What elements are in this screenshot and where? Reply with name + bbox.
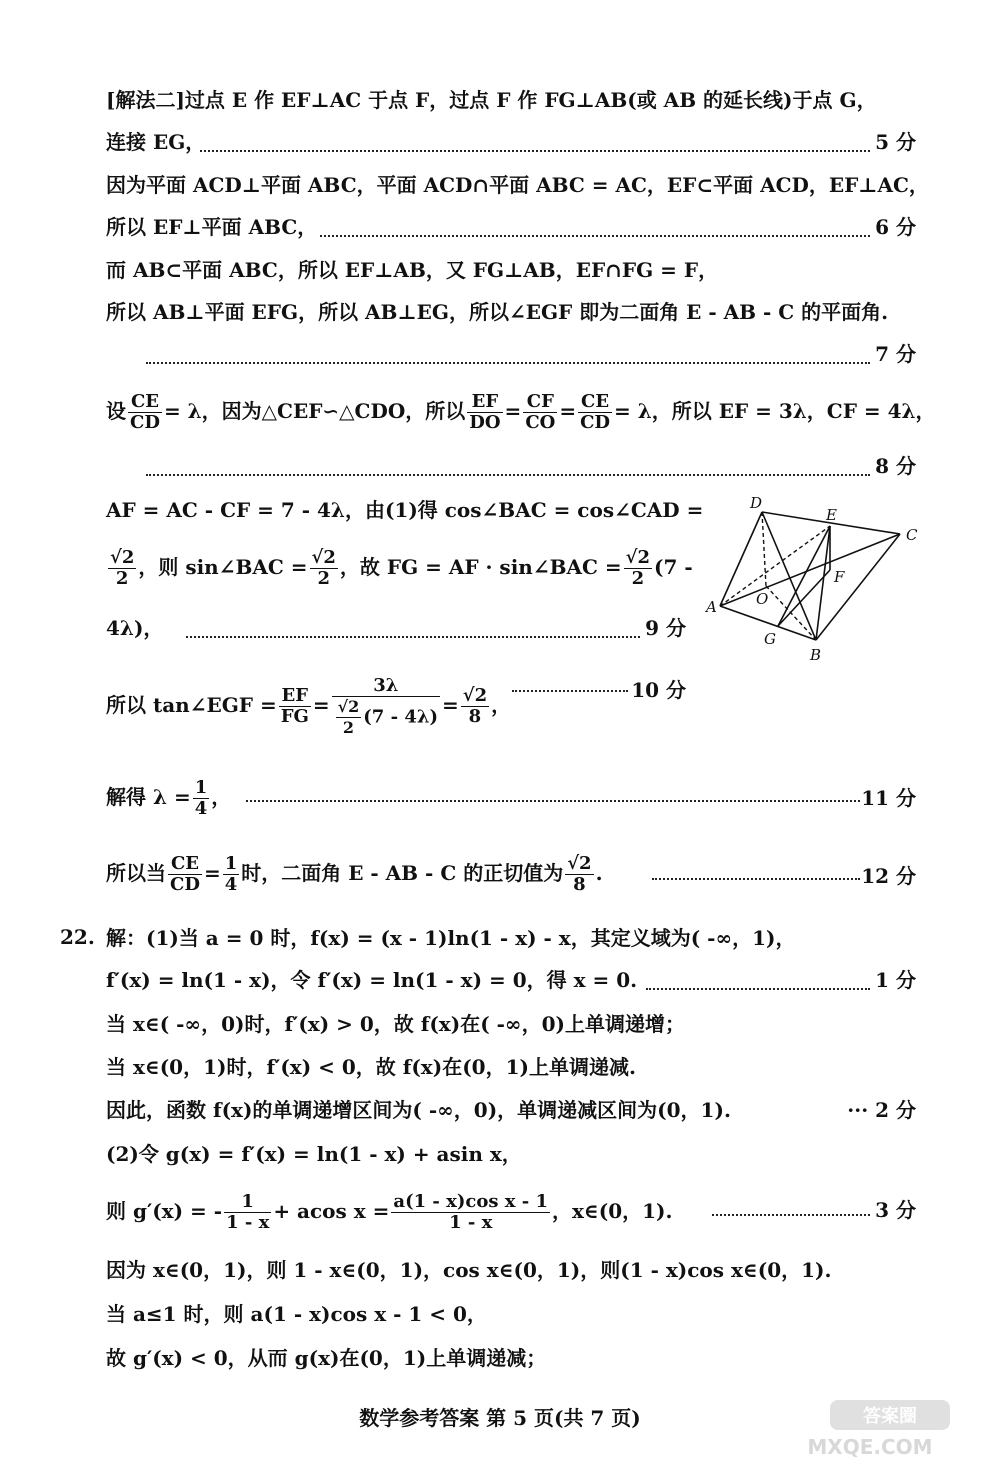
denominator: 2 <box>115 568 129 589</box>
text: 设 <box>106 399 126 423</box>
formula-line <box>106 1184 918 1238</box>
score-label: 1 分 <box>875 968 916 992</box>
point-label: F <box>834 568 845 586</box>
text: ，x∈(0，1). <box>552 1199 673 1223</box>
edge-DB <box>762 512 816 640</box>
solution-line: 因为 x∈(0，1)，则 1 - x∈(0，1)，cos x∈(0，1)，则(1 - x)cos x∈(0，1). <box>106 1258 832 1282</box>
denominator: CD <box>580 412 611 433</box>
text: . <box>595 861 603 885</box>
point-label: C <box>906 526 918 544</box>
score-label: 5 分 <box>875 130 916 154</box>
numerator: CE <box>168 854 202 875</box>
watermark-text: MXQE.COM <box>807 1435 933 1459</box>
question-number: 22. <box>60 925 95 949</box>
text: = λ，所以 EF = 3λ，CF = 4λ， <box>614 399 936 423</box>
numerator: 3λ <box>332 676 440 697</box>
score-label: 12 分 <box>861 864 916 888</box>
denominator: 8 <box>468 706 482 727</box>
numerator: CE <box>578 392 612 413</box>
numerator: CE <box>128 392 162 413</box>
text: (7 - 4λ) <box>363 706 438 727</box>
score-label: 9 分 <box>645 616 686 640</box>
fraction <box>310 548 338 589</box>
fraction <box>128 392 162 433</box>
formula-line <box>106 544 693 590</box>
formula-line: 所以 tan∠EGF = $\frac{EF}{FG}$ = 3λ $\frac{√2}{2}$ (7 - 4λ) = $\frac{√2}{8}$ ， <box>106 674 512 737</box>
solution-line: 所以 AB⊥平面 EFG，所以 AB⊥EG，所以∠EGF 即为二面角 E - AB - C 的平面角. <box>106 300 889 324</box>
text: 所以 tan∠EGF = <box>106 693 277 717</box>
numerator: EF <box>279 686 311 707</box>
fraction <box>224 1192 271 1233</box>
numerator: 1 <box>224 1192 271 1213</box>
numerator: CF <box>523 392 557 413</box>
numerator: √2 <box>337 696 360 716</box>
denominator: 1 - x <box>226 1212 270 1233</box>
fraction <box>624 548 652 589</box>
solution-line: 连接 EG， <box>106 130 206 154</box>
point-label: O <box>756 590 769 608</box>
fraction <box>461 686 489 727</box>
numerator: √2 <box>311 547 336 568</box>
text: = λ，因为△CEF∽△CDO，所以 <box>163 399 466 423</box>
solution-line: 所以 EF⊥平面 ABC， <box>106 215 318 239</box>
solution-line: 当 x∈(0，1)时，f′(x) < 0，故 f(x)在(0，1)上单调递减. <box>106 1055 636 1079</box>
point-label: A <box>706 598 717 616</box>
numerator: √2 <box>462 685 488 706</box>
fraction <box>578 392 612 433</box>
leader-dots <box>186 636 640 638</box>
text: ，则 sin∠BAC = <box>138 555 308 579</box>
point-label: G <box>764 630 776 648</box>
leader-dots <box>712 1214 870 1216</box>
denominator <box>332 697 440 738</box>
text: + acos x = <box>273 1199 390 1223</box>
fraction <box>108 548 136 589</box>
denominator: CD <box>130 412 160 433</box>
leader-dots <box>652 878 860 880</box>
watermark-logo-text: 答案圈 <box>863 1406 917 1427</box>
denominator: CO <box>525 412 556 433</box>
denominator: 2 <box>342 717 355 737</box>
solution-line: [解法二]过点 E 作 EF⊥AC 于点 F，过点 F 作 FG⊥AB(或 AB 的延长线)于点 G， <box>106 88 877 112</box>
numerator: √2 <box>567 853 592 874</box>
score-label: ··· 2 分 <box>847 1098 916 1122</box>
formula-line <box>106 774 918 820</box>
denominator: 4 <box>224 874 238 895</box>
point-label: D <box>750 494 763 512</box>
denominator: 2 <box>317 568 330 589</box>
fraction <box>193 778 210 819</box>
text: ，故 FG = AF · sin∠BAC = <box>339 555 622 579</box>
score-label: 10 分 <box>631 678 686 702</box>
score-label: 8 分 <box>875 454 916 478</box>
leader-dots <box>146 474 870 476</box>
leader-dots <box>646 988 870 990</box>
solution-line: (2)令 g(x) = f′(x) = ln(1 - x) + asin x， <box>106 1142 522 1166</box>
fraction <box>168 854 202 895</box>
denominator: 4 <box>194 798 208 819</box>
text: 解得 λ = <box>106 785 191 809</box>
leader-dots <box>246 800 860 802</box>
leader-dots <box>320 235 870 237</box>
solution-line: f′(x) = ln(1 - x)，令 f′(x) = ln(1 - x) = 0，得 x = 0. <box>106 968 638 992</box>
edge-AE <box>720 526 830 606</box>
numerator: √2 <box>110 547 135 568</box>
point-label: E <box>826 506 837 524</box>
numerator: EF <box>467 392 502 413</box>
solution-line: AF = AC - CF = 7 - 4λ，由(1)得 cos∠BAC = cos∠CAD = <box>106 498 704 522</box>
fraction <box>523 392 557 433</box>
solution-line: 故 g′(x) < 0，从而 g(x)在(0，1)上单调递减； <box>106 1346 547 1370</box>
fraction <box>391 1192 550 1233</box>
numerator: 1 <box>224 853 238 874</box>
geometry-diagram <box>700 490 930 670</box>
solution-line: 当 x∈( -∞，0)时，f′(x) > 0，故 f(x)在( -∞，0)上单调递增； <box>106 1012 685 1036</box>
solution-line: 解：(1)当 a = 0 时，f(x) = (x - 1)ln(1 - x) - x，其定义域为( -∞，1)， <box>106 926 796 950</box>
numerator: a(1 - x)cos x - 1 <box>393 1191 548 1212</box>
solution-line: 因为平面 ACD⊥平面 ABC，平面 ACD∩平面 ABC = AC，EF⊂平面 ACD，EF⊥AC， <box>106 173 929 197</box>
score-label: 3 分 <box>875 1198 916 1222</box>
solution-line: 而 AB⊂平面 ABC，所以 EF⊥AB，又 FG⊥AB，EF∩FG = F， <box>106 258 719 282</box>
denominator: DO <box>469 412 501 433</box>
text: (7 - <box>654 555 693 579</box>
text: 时，二面角 E - AB - C 的正切值为 <box>241 861 564 885</box>
formula-line: 所以当 $\frac{CE}{CD}$ = $\frac{1}{4}$ 时，二面角 E - AB - C 的正切值为 $\frac{√2}{8}$ . <box>106 853 603 895</box>
denominator: 8 <box>573 874 586 895</box>
denominator: CD <box>170 874 200 895</box>
fraction <box>279 686 311 727</box>
score-label: 6 分 <box>875 215 916 239</box>
score-label: 11 分 <box>861 786 916 810</box>
fraction <box>565 854 593 895</box>
text: 则 g′(x) = - <box>106 1199 223 1223</box>
page-footer: 数学参考答案 第 5 页(共 7 页) <box>359 1406 641 1430</box>
solution-line: 当 a≤1 时，则 a(1 - x)cos x - 1 < 0， <box>106 1302 487 1326</box>
edge-BC <box>816 534 900 640</box>
text: 所以当 <box>106 861 166 885</box>
formula-line: 设 $\frac{CE}{CD}$ = λ，因为△CEF∽△CDO，所以 $\frac{EF}{DO}$ = $\frac{CF}{CO}$ = $\frac{CE}{CD}$ = λ，所以 EF = 3λ，CF = 4λ， <box>106 391 936 433</box>
solution-line: 因此，函数 f(x)的单调递增区间为( -∞，0)，单调递减区间为(0，1). <box>106 1098 731 1122</box>
denominator: 1 - x <box>449 1212 493 1233</box>
denominator: FG <box>280 706 309 727</box>
fraction <box>223 854 240 895</box>
leader-dots <box>512 690 628 692</box>
watermark-logo <box>760 1398 980 1460</box>
denominator: 2 <box>631 568 645 589</box>
edge-FG <box>778 570 830 626</box>
leader-dots <box>200 150 870 152</box>
fraction <box>332 676 440 738</box>
numerator: √2 <box>625 547 651 568</box>
point-label: B <box>810 646 822 664</box>
fraction <box>336 697 362 738</box>
score-label: 7 分 <box>875 342 916 366</box>
leader-dots <box>146 362 870 364</box>
solution-line: 4λ)， <box>106 616 164 640</box>
text: ， <box>211 785 232 809</box>
numerator: 1 <box>194 777 208 798</box>
fraction <box>467 392 502 433</box>
